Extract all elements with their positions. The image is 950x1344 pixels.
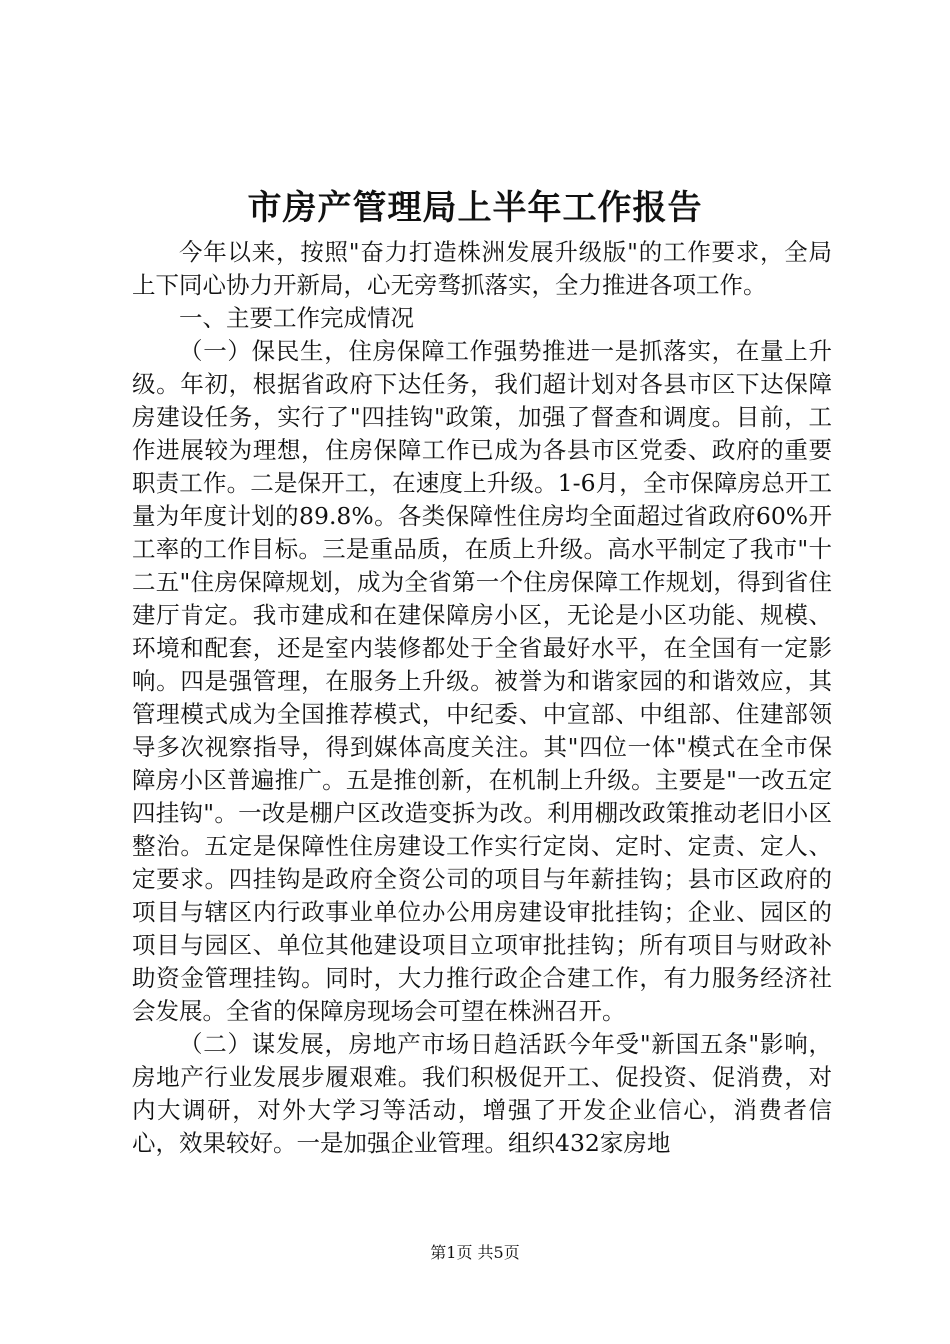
page-number-footer: 第1页 共5页: [430, 1243, 520, 1262]
subsection-paragraph-2: （二）谋发展，房地产市场日趋活跃今年受"新国五条"影响，房地产行业发展步履艰难。我们积极促开工、促投资、促消费，对内大调研，对外大学习等活动，增强了开发企业信心，消费者信心，效果较好。一是加强企业管理。组织432家房地: [132, 1030, 832, 1157]
subsection-paragraph-1: （一）保民生，住房保障工作强势推进一是抓落实，在量上升级。年初，根据省政府下达任务，我们超计划对各县市区下达保障房建设任务，实行了"四挂钩"政策，加强了督查和调度。目前，工作进展较为理想，住房保障工作已成为各县市区党委、政府的重要职责工作。二是保开工，在速度上升级。1-6月，全市保障房总开工量为年度计划的89.8%。各类保障性住房均全面超过省政府60%开工率的工作目标。三是重品质，在质上升级。高水平制定了我市"十二五"住房保障规划，成为全省第一个住房保障工作规划，得到省住建厅肯定。我市建成和在建保障房小区，无论是小区功能、规模、环境和配套，还是室内装修都处于全省最好水平，在全国有一定影响。四是强管理，在服务上升级。被誉为和谐家园的和谐效应，其管理模式成为全国推荐模式，中纪委、中宣部、中组部、住建部领导多次视察指导，得到媒体高度关注。其"四位一体"模式在全市保障房小区普遍推广。五是推创新，在机制上升级。主要是"一改五定四挂钩"。一改是棚户区改造变拆为改。利用棚改政策推动老旧小区整治。五定是保障性住房建设工作实行定岗、定时、定责、定人、定要求。四挂钩是政府全资公司的项目与年薪挂钩；县市区政府的项目与辖区内行政事业单位办公用房建设审批挂钩；企业、园区的项目与园区、单位其他建设项目立项审批挂钩；所有项目与财政补助资金管理挂钩。同时，大力推行政企合建工作，有力服务经济社会发展。全省的保障房现场会可望在株洲召开。: [132, 337, 832, 1025]
section-heading: 一、主要工作完成情况: [179, 304, 414, 332]
intro-paragraph: 今年以来，按照"奋力打造株洲发展升级版"的工作要求，全局上下同心协力开新局，心无旁骛抓落实，全力推进各项工作。: [132, 238, 832, 299]
document-body: [132, 236, 832, 1160]
document-title: 市房产管理局上半年工作报告: [247, 188, 703, 228]
